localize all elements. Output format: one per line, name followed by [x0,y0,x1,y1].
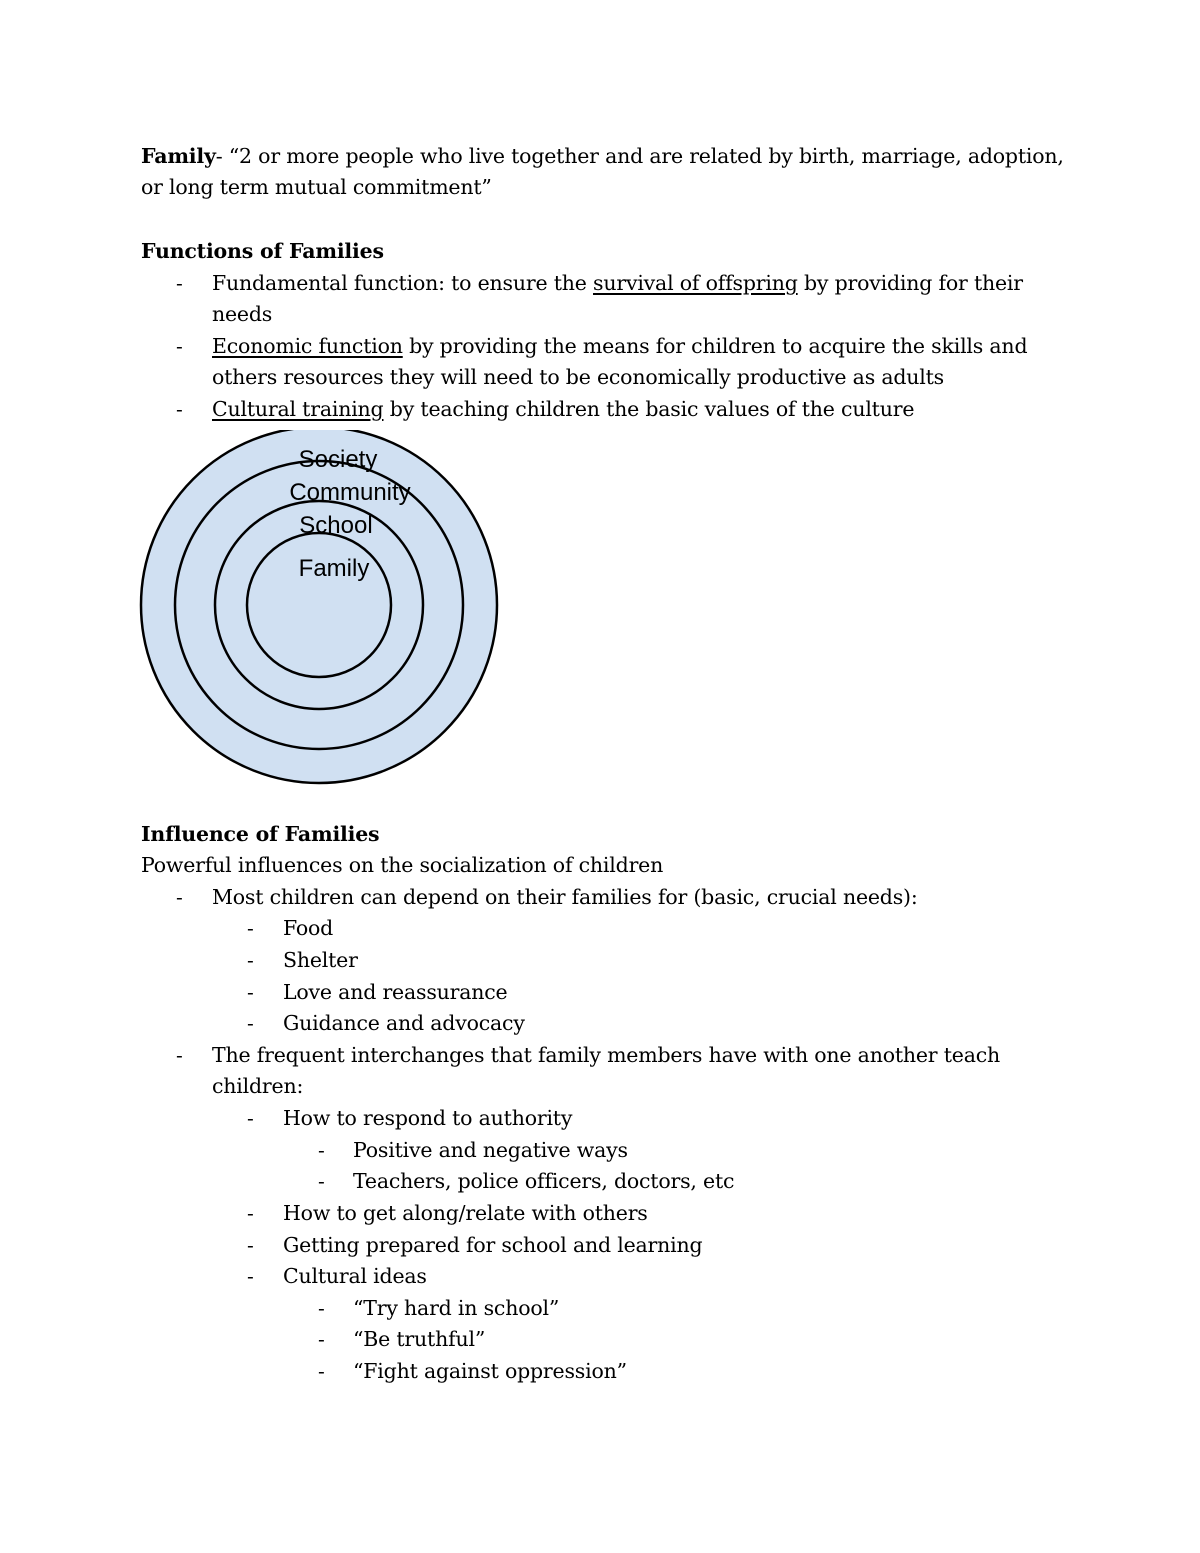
community-label: Community [289,479,411,506]
need-item: Guidance and advocacy [283,1011,525,1035]
function-item-text: Fundamental function: to ensure the [212,271,594,295]
bullet-dash: - [318,1296,325,1320]
bullet-dash: - [247,1011,254,1035]
influence-heading: Influence of Families [141,822,380,846]
concentric-circles-diagram [130,430,510,790]
bullet-dash: - [176,1043,183,1067]
family-label: Family [298,555,370,582]
bullet-dash: - [176,271,183,295]
bullet-dash: - [247,1264,254,1288]
influence-intro: Powerful influences on the socialization of children [141,853,664,877]
lesson-item: Getting prepared for school and learning [283,1233,703,1257]
function-item-2 [212,331,1027,362]
need-item: Food [283,916,334,940]
influence-item-2: The frequent interchanges that family members have with one another teach [212,1043,1001,1067]
bullet-dash: - [247,916,254,940]
function-item-2-cont: others resources they will need to be economically productive as adults [212,365,944,389]
influence-item-2-cont: children: [212,1074,304,1098]
definition-line-1 [141,141,1064,172]
bullet-dash: - [318,1327,325,1351]
lesson-item: How to get along/relate with others [283,1201,648,1225]
school-label: School [299,512,373,539]
authority-sub-item: Teachers, police officers, doctors, etc [353,1169,735,1193]
definition-text: - “2 or more people who live together and are related by birth, marriage, adoption, [215,144,1064,168]
function-item-1-cont: needs [212,302,273,326]
cultural-idea-item: “Try hard in school” [353,1296,560,1320]
bullet-dash: - [318,1138,325,1162]
function-item-1 [212,268,1023,299]
cultural-idea-item: “Be truthful” [353,1327,486,1351]
bullet-dash: - [247,980,254,1004]
need-item: Shelter [283,948,358,972]
need-item: Love and reassurance [283,980,508,1004]
function-item-underlined: Economic function [212,334,403,358]
function-item-text: by providing for their [797,271,1023,295]
function-item-underlined: Cultural training [212,397,384,421]
bullet-dash: - [247,1201,254,1225]
bullet-dash: - [247,1106,254,1130]
influence-item-1: Most children can depend on their families for (basic, crucial needs): [212,885,918,909]
lesson-item: Cultural ideas [283,1264,427,1288]
cultural-idea-item: “Fight against oppression” [353,1359,627,1383]
bullet-dash: - [176,885,183,909]
bullet-dash: - [318,1169,325,1193]
function-item-text: by providing the means for children to acquire the skills and [402,334,1028,358]
definition-term: Family [141,144,216,168]
bullet-dash: - [176,397,183,421]
definition-line-2: or long term mutual commitment” [141,175,492,199]
society-label: Society [298,446,378,473]
function-item-text: by teaching children the basic values of the culture [383,397,915,421]
bullet-dash: - [247,948,254,972]
function-item-underlined: survival of offspring [593,271,798,295]
function-item-3 [212,394,914,425]
bullet-dash: - [176,334,183,358]
authority-sub-item: Positive and negative ways [353,1138,628,1162]
lesson-item: How to respond to authority [283,1106,573,1130]
bullet-dash: - [247,1233,254,1257]
bullet-dash: - [318,1359,325,1383]
functions-heading: Functions of Families [141,239,384,263]
